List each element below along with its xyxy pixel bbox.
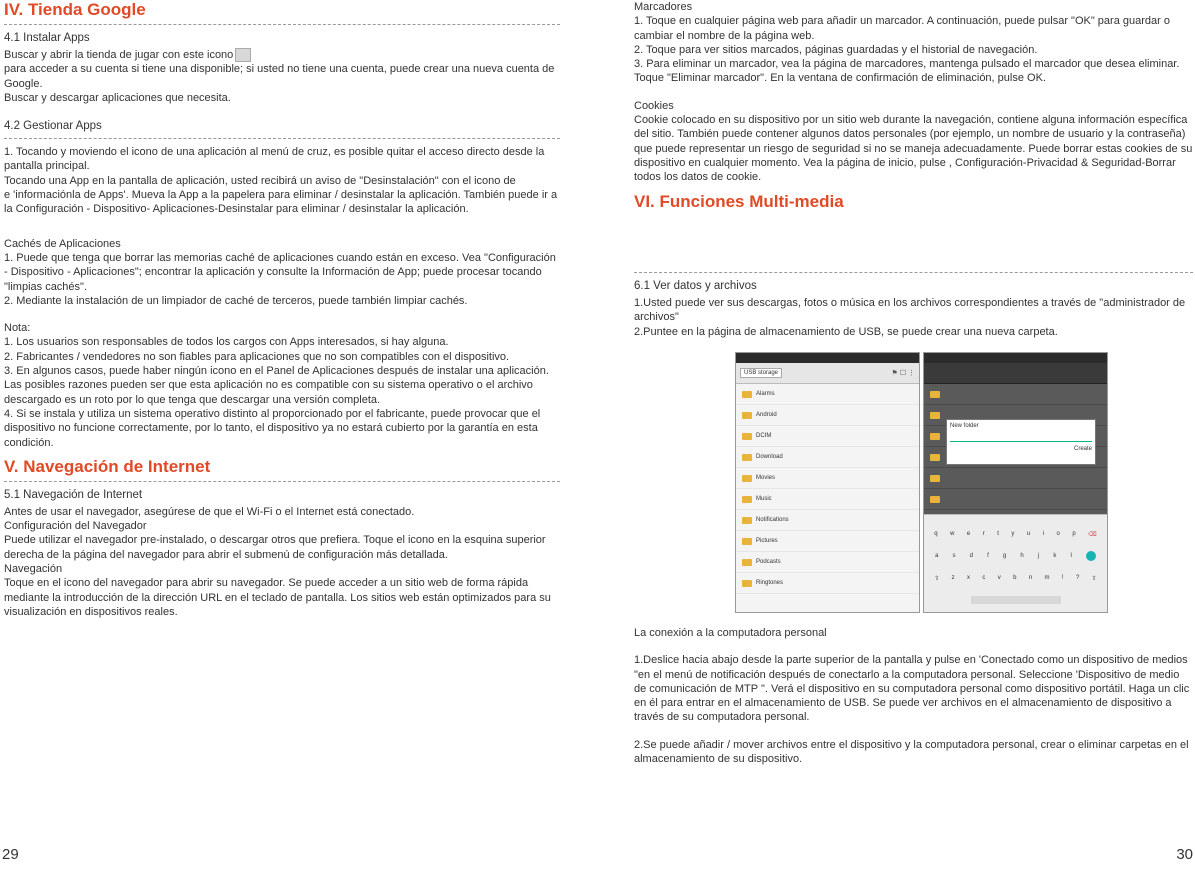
play-store-icon bbox=[235, 48, 251, 62]
keyboard-row bbox=[928, 567, 1103, 589]
key[interactable]: e bbox=[966, 531, 971, 537]
folder-icon bbox=[742, 496, 752, 503]
list-item: DCIM bbox=[736, 426, 919, 447]
key[interactable]: z bbox=[951, 575, 955, 581]
page-right bbox=[598, 0, 1195, 869]
section-pc-connection bbox=[634, 626, 1193, 766]
folder-icon bbox=[742, 433, 752, 440]
list-item: Podcasts bbox=[736, 552, 919, 573]
paragraph: para acceder a su cuenta si tiene una disponible; si usted no tiene una cuenta, puede crear una nueva cuenta de Google. bbox=[4, 63, 555, 90]
subsection-title: 4.1 Instalar Apps bbox=[4, 32, 90, 44]
storage-chip: USB storage bbox=[740, 368, 782, 378]
section-title: VI. Funciones Multi-media bbox=[634, 191, 844, 211]
folder-icon bbox=[742, 559, 752, 566]
list-item: Notifications bbox=[736, 510, 919, 531]
paragraph: 4. Si se instala y utiliza un sistema operativo distinto al proporcionado por el fabricante, puede provocar que el dispositivo no funcione correctamente, por lo tanto, el dispositivo ya no estará cubierto por la garantía en esta condición. bbox=[4, 407, 541, 449]
list-item: Music bbox=[736, 489, 919, 510]
paragraph: 1. Puede que tenga que borrar las memorias caché de aplicaciones cuando están en exceso. Vea "Configuración - Dispositivo - Aplicaciones"; encontrar la aplicación y consulte la Información de App; puede procesar tocando "limpias cachés". bbox=[4, 251, 556, 293]
key[interactable]: f bbox=[987, 553, 989, 559]
key[interactable]: s bbox=[952, 553, 956, 559]
paragraph-heading: Configuración del Navegador bbox=[4, 520, 147, 533]
folder-icon bbox=[930, 412, 940, 419]
paragraph: 2. Toque para ver sitios marcados, páginas guardadas y el historial de navegación. bbox=[634, 43, 1038, 56]
list-item: Download bbox=[736, 447, 919, 468]
key[interactable]: g bbox=[1002, 553, 1007, 559]
app-bar bbox=[924, 363, 1107, 384]
paragraph-heading: Marcadores bbox=[634, 1, 693, 13]
screenshot-new-folder bbox=[923, 352, 1108, 613]
new-folder-dialog bbox=[946, 419, 1096, 465]
folder-icon bbox=[930, 454, 940, 461]
folder-name-input[interactable] bbox=[950, 435, 1092, 442]
divider bbox=[634, 272, 1193, 273]
folder-icon bbox=[742, 391, 752, 398]
dialog-title: New folder bbox=[950, 423, 979, 429]
paragraph bbox=[4, 48, 560, 62]
shift-icon[interactable]: ⇧ bbox=[1091, 575, 1097, 582]
screenshot-usb-storage bbox=[735, 352, 920, 613]
list-item bbox=[924, 468, 1107, 489]
folder-icon bbox=[930, 433, 940, 440]
list-item: Pictures bbox=[736, 531, 919, 552]
subsection-title: 4.2 Gestionar Apps bbox=[4, 120, 102, 133]
list-item: Ringtones bbox=[736, 573, 919, 594]
folder-icon bbox=[742, 580, 752, 587]
status-bar bbox=[924, 353, 1107, 363]
paragraph: Buscar y descargar aplicaciones que necesita. bbox=[4, 91, 231, 104]
folder-icon bbox=[742, 517, 752, 524]
paragraph-text: Buscar y abrir la tienda de jugar con este icono bbox=[4, 49, 234, 61]
section-title: V. Navegación de Internet bbox=[4, 456, 211, 476]
divider bbox=[4, 138, 560, 139]
paragraph-heading: Nota: bbox=[4, 322, 31, 335]
folder-icon bbox=[742, 475, 752, 482]
section-multimedia bbox=[634, 268, 1193, 339]
paragraph: 1.Usted puede ver sus descargas, fotos o música en los archivos correspondientes a través de "administrador de archivos" bbox=[634, 297, 1186, 324]
paragraph: Toque en el icono del navegador para abrir su navegador. Se puede acceder a un sitio web de forma rápida mediante la introducción de la dirección URL en el teclado de pantalla. Los sitios web están optimizados para su visualización en dispositivos reales. bbox=[4, 577, 551, 618]
create-button[interactable]: Create bbox=[1073, 446, 1092, 452]
key[interactable]: c bbox=[982, 575, 986, 581]
paragraph: 2.Se puede añadir / mover archivos entre el dispositivo y la computadora personal, crear o eliminar carpetas en el almacenamiento de su dispositivo. bbox=[634, 738, 1189, 766]
status-bar bbox=[736, 353, 919, 363]
key[interactable]: m bbox=[1044, 575, 1050, 581]
page-number: 30 bbox=[1176, 846, 1193, 863]
list-item: Movies bbox=[736, 468, 919, 489]
folder-icon bbox=[930, 475, 940, 482]
paragraph-heading: Cachés de Aplicaciones bbox=[4, 237, 121, 250]
enter-key-icon[interactable] bbox=[1086, 551, 1096, 561]
paragraph-heading: Cookies bbox=[634, 99, 674, 112]
key[interactable]: r bbox=[982, 531, 985, 537]
file-manager-screenshots bbox=[735, 352, 1108, 613]
shift-icon[interactable]: ⇧ bbox=[934, 575, 940, 582]
key[interactable]: o bbox=[1056, 531, 1060, 537]
folder-icon bbox=[930, 496, 940, 503]
toolbar-icons: ⚑ ☐ ⋮ bbox=[891, 370, 915, 377]
backspace-icon[interactable]: ⌫ bbox=[1088, 531, 1097, 538]
key[interactable]: q bbox=[934, 531, 938, 537]
paragraph: 3. En algunos casos, puede haber ningún icono en el Panel de Aplicaciones después de instalar una aplicación. Las posibles razones pueden ser que esta aplicación no es compatible con su sistema operativo o el archivo descargado es un roto por lo que tenga que descargar una versión completa. bbox=[4, 365, 549, 406]
list-item: Alarms bbox=[736, 384, 919, 405]
page-number: 29 bbox=[2, 846, 19, 863]
paragraph: e 'informaciónla de Apps'. Mueva la App a la papelera para eliminar / desinstalar la aplicación. También puede ir a la Configuración - Dispositivo- Aplicaciones-Desinstalar para eliminar / desinstalar la aplicación. bbox=[4, 189, 558, 216]
folder-icon bbox=[742, 454, 752, 461]
paragraph: 2. Fabricantes / vendedores no son fiables para aplicaciones que no son compatibles con el dispositivo. bbox=[4, 350, 510, 363]
subsection-title: 6.1 Ver datos y archivos bbox=[634, 280, 757, 292]
paragraph: 2.Puntee en la página de almacenamiento de USB, se puede crear una nueva carpeta. bbox=[634, 325, 1058, 338]
key[interactable]: a bbox=[935, 553, 939, 559]
paragraph: 1. Los usuarios son responsables de todos los cargos con Apps interesados, si hay alguna. bbox=[4, 336, 449, 349]
key[interactable]: h bbox=[1020, 553, 1024, 559]
keyboard-row bbox=[928, 589, 1103, 611]
key[interactable]: ! bbox=[1061, 575, 1064, 581]
key[interactable]: x bbox=[966, 575, 970, 581]
divider bbox=[4, 24, 560, 25]
section-marcadores bbox=[634, 0, 1194, 212]
paragraph: 1. Toque en cualquier página web para añadir un marcador. A continuación, puede pulsar "OK" para guardar o cambiar el nombre de la página web. bbox=[634, 15, 1170, 42]
paragraph: 1. Tocando y moviendo el icono de una aplicación al menú de cruz, es posible quitar el acceso directo desde la pantalla principal. bbox=[4, 146, 545, 173]
paragraph: Antes de usar el navegador, asegúrese de que el Wi-Fi o el Internet está conectado. bbox=[4, 505, 415, 518]
spacebar[interactable] bbox=[971, 596, 1061, 604]
list-item bbox=[924, 489, 1107, 510]
key[interactable]: t bbox=[997, 531, 999, 537]
app-bar bbox=[736, 363, 919, 384]
key[interactable]: ? bbox=[1075, 575, 1080, 581]
subsection-title: 5.1 Navegación de Internet bbox=[4, 488, 143, 501]
key[interactable]: i bbox=[1042, 531, 1045, 537]
paragraph: 3. Para eliminar un marcador, vea la página de marcadores, mantenga pulsado el marcador que desea eliminar. Toque "Eliminar marcador". En la ventana de confirmación de eliminación, pulse OK. bbox=[634, 58, 1180, 85]
key[interactable]: l bbox=[1070, 553, 1072, 559]
paragraph: Cookie colocado en su dispositivo por un sitio web durante la navegación, contiene alguna información específica del sitio. También puede contener algunos datos personales (por ejemplo, un nombre de usuario y la contraseña) que puede representar un riesgo de seguridad si no se maneja adecuadamente. Puede borrar estas cookies de su dispositivo en cualquier momento. Vea la página de inicio, pulse , Configuración-Privacidad & Seguridad-Borrar todos los datos de cookie. bbox=[634, 114, 1193, 184]
list-item bbox=[924, 384, 1107, 405]
page-left bbox=[0, 0, 590, 869]
section-title: IV. Tienda Google bbox=[4, 0, 146, 19]
folder-list bbox=[736, 384, 919, 594]
key[interactable]: u bbox=[1026, 531, 1031, 537]
key[interactable]: d bbox=[969, 553, 973, 559]
key[interactable]: v bbox=[997, 575, 1001, 581]
key[interactable]: j bbox=[1037, 553, 1040, 559]
key[interactable]: n bbox=[1028, 575, 1033, 581]
paragraph: 2. Mediante la instalación de un limpiador de caché de terceros, puede también limpiar cachés. bbox=[4, 294, 468, 307]
paragraph: 1.Deslice hacia abajo desde la parte superior de la pantalla y pulse en 'Conectado como un dispositivo de medios "en el menú de notificación después de conectarlo a la computadora personal. Seleccione 'Dispositivo de medio de comunicación de MTP ". Verá el dispositivo en su computadora personal como dispositivo portátil. Haga un clic en él para entrar en el almacenamiento de USB. Se puede ver archivos en el almacenamiento de dispositivo a través de su computadora personal. bbox=[634, 654, 1190, 724]
paragraph: Puede utilizar el navegador pre-instalado, o descargar otros que prefiera. Toque el icono en la esquina superior derecha de la página del navegador para abrir el submenú de configuración más detallada. bbox=[4, 534, 546, 561]
list-item: Android bbox=[736, 405, 919, 426]
key[interactable]: k bbox=[1053, 553, 1057, 559]
key[interactable]: b bbox=[1013, 575, 1017, 581]
keyboard-row bbox=[928, 523, 1103, 545]
paragraph-heading: La conexión a la computadora personal bbox=[634, 627, 827, 639]
key[interactable]: w bbox=[950, 531, 955, 537]
folder-icon bbox=[930, 391, 940, 398]
key[interactable]: p bbox=[1072, 531, 1076, 537]
paragraph-heading: Navegación bbox=[4, 563, 63, 576]
on-screen-keyboard bbox=[924, 514, 1107, 612]
key[interactable]: y bbox=[1011, 531, 1015, 537]
divider bbox=[4, 481, 560, 482]
section-tienda-google bbox=[4, 0, 560, 619]
paragraph: Tocando una App en la pantalla de aplicación, usted recibirá un aviso de "Desinstalación" con el icono de bbox=[4, 174, 516, 187]
folder-icon bbox=[742, 538, 752, 545]
folder-icon bbox=[742, 412, 752, 419]
keyboard-row bbox=[928, 545, 1103, 567]
